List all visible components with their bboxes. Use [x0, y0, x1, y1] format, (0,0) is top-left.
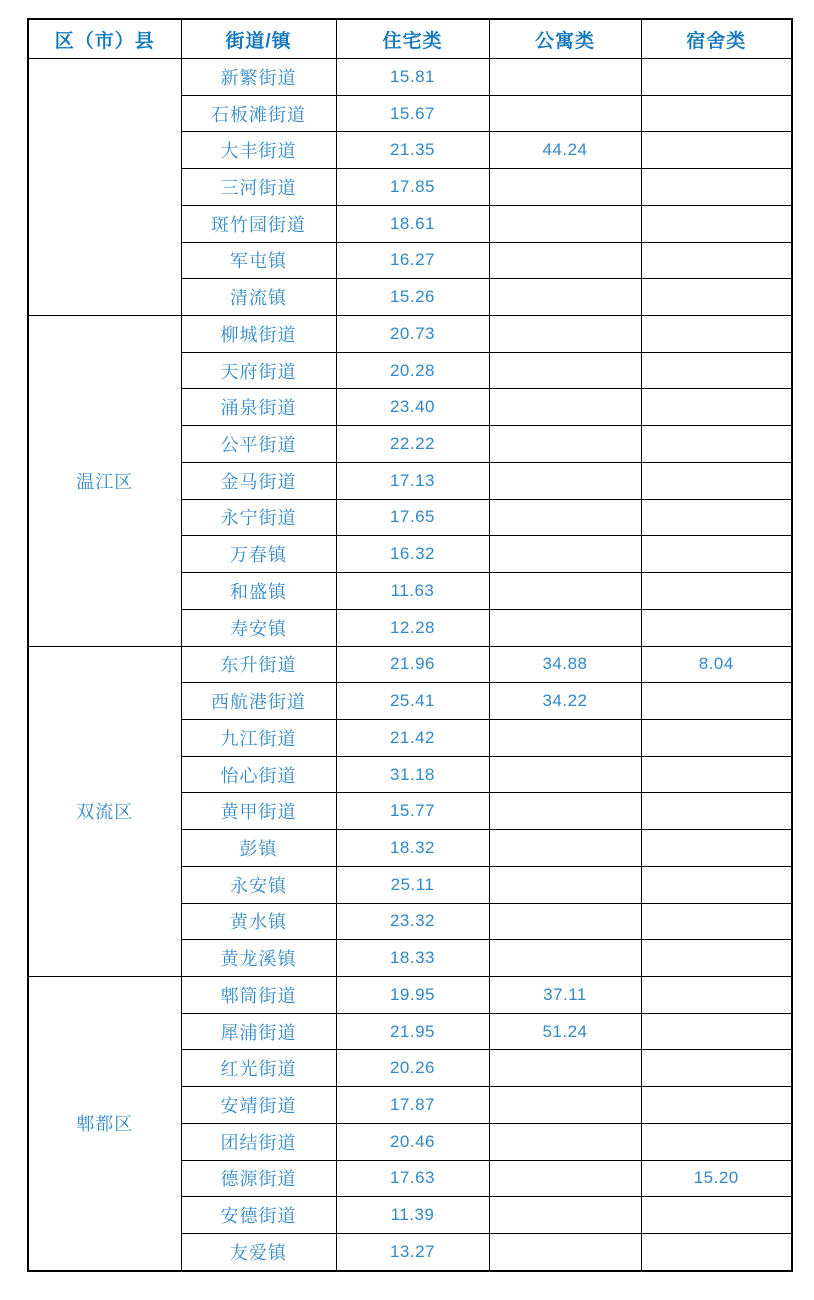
residential-value-cell: 13.27 [336, 1234, 489, 1272]
street-cell: 军屯镇 [181, 242, 336, 279]
street-cell: 金马街道 [181, 462, 336, 499]
street-cell: 涌泉街道 [181, 389, 336, 426]
dormitory-value-cell [641, 976, 792, 1013]
apartment-value-cell [489, 499, 641, 536]
street-cell: 东升街道 [181, 646, 336, 683]
apartment-value-cell [489, 462, 641, 499]
residential-value-cell: 17.87 [336, 1087, 489, 1124]
street-cell: 友爱镇 [181, 1234, 336, 1272]
column-header-apartment: 公寓类 [489, 19, 641, 59]
street-cell: 郫筒街道 [181, 976, 336, 1013]
dormitory-value-cell [641, 756, 792, 793]
residential-value-cell: 20.46 [336, 1123, 489, 1160]
street-cell: 团结街道 [181, 1123, 336, 1160]
column-header-district: 区（市）县 [28, 19, 181, 59]
header-row [28, 19, 792, 59]
dormitory-value-cell [641, 903, 792, 940]
residential-value-cell: 23.32 [336, 903, 489, 940]
district-cell: 郫都区 [28, 976, 181, 1271]
apartment-value-cell [489, 573, 641, 610]
apartment-value-cell [489, 169, 641, 206]
residential-value-cell: 25.41 [336, 683, 489, 720]
residential-value-cell: 21.96 [336, 646, 489, 683]
district-cell [28, 59, 181, 316]
street-cell: 黄甲街道 [181, 793, 336, 830]
price-table [27, 18, 793, 1272]
residential-value-cell: 23.40 [336, 389, 489, 426]
apartment-value-cell [489, 279, 641, 316]
street-cell: 三河街道 [181, 169, 336, 206]
apartment-value-cell [489, 830, 641, 867]
residential-value-cell: 15.81 [336, 59, 489, 96]
apartment-value-cell: 34.88 [489, 646, 641, 683]
residential-value-cell: 18.61 [336, 205, 489, 242]
apartment-value-cell [489, 609, 641, 646]
residential-value-cell: 15.67 [336, 95, 489, 132]
table-row [28, 976, 792, 1013]
street-cell: 万春镇 [181, 536, 336, 573]
apartment-value-cell [489, 352, 641, 389]
dormitory-value-cell [641, 316, 792, 353]
residential-value-cell: 21.95 [336, 1013, 489, 1050]
residential-value-cell: 15.77 [336, 793, 489, 830]
residential-value-cell: 17.85 [336, 169, 489, 206]
street-cell: 犀浦街道 [181, 1013, 336, 1050]
apartment-value-cell [489, 1234, 641, 1272]
street-cell: 黄水镇 [181, 903, 336, 940]
dormitory-value-cell [641, 1197, 792, 1234]
dormitory-value-cell [641, 389, 792, 426]
dormitory-value-cell [641, 59, 792, 96]
street-cell: 西航港街道 [181, 683, 336, 720]
residential-value-cell: 20.73 [336, 316, 489, 353]
apartment-value-cell: 37.11 [489, 976, 641, 1013]
apartment-value-cell [489, 205, 641, 242]
apartment-value-cell [489, 756, 641, 793]
dormitory-value-cell [641, 1050, 792, 1087]
residential-value-cell: 19.95 [336, 976, 489, 1013]
residential-value-cell: 11.63 [336, 573, 489, 610]
dormitory-value-cell [641, 866, 792, 903]
apartment-value-cell [489, 536, 641, 573]
dormitory-value-cell [641, 169, 792, 206]
table-header [28, 19, 792, 59]
dormitory-value-cell [641, 940, 792, 977]
residential-value-cell: 18.32 [336, 830, 489, 867]
street-cell: 柳城街道 [181, 316, 336, 353]
dormitory-value-cell [641, 426, 792, 463]
dormitory-value-cell [641, 132, 792, 169]
residential-value-cell: 31.18 [336, 756, 489, 793]
dormitory-value-cell [641, 279, 792, 316]
apartment-value-cell [489, 1087, 641, 1124]
street-cell: 寿安镇 [181, 609, 336, 646]
apartment-value-cell [489, 1160, 641, 1197]
dormitory-value-cell [641, 683, 792, 720]
street-cell: 清流镇 [181, 279, 336, 316]
street-cell: 和盛镇 [181, 573, 336, 610]
street-cell: 彭镇 [181, 830, 336, 867]
apartment-value-cell [489, 719, 641, 756]
apartment-value-cell [489, 903, 641, 940]
residential-value-cell: 21.42 [336, 719, 489, 756]
street-cell: 天府街道 [181, 352, 336, 389]
apartment-value-cell [489, 1123, 641, 1160]
apartment-value-cell [489, 1197, 641, 1234]
residential-value-cell: 25.11 [336, 866, 489, 903]
residential-value-cell: 12.28 [336, 609, 489, 646]
residential-value-cell: 16.27 [336, 242, 489, 279]
dormitory-value-cell [641, 793, 792, 830]
dormitory-value-cell: 15.20 [641, 1160, 792, 1197]
residential-value-cell: 11.39 [336, 1197, 489, 1234]
district-cell: 双流区 [28, 646, 181, 976]
dormitory-value-cell [641, 242, 792, 279]
dormitory-value-cell [641, 205, 792, 242]
dormitory-value-cell [641, 95, 792, 132]
street-cell: 永宁街道 [181, 499, 336, 536]
residential-value-cell: 20.26 [336, 1050, 489, 1087]
apartment-value-cell [489, 940, 641, 977]
residential-value-cell: 17.63 [336, 1160, 489, 1197]
dormitory-value-cell [641, 1123, 792, 1160]
apartment-value-cell: 51.24 [489, 1013, 641, 1050]
dormitory-value-cell [641, 1087, 792, 1124]
apartment-value-cell [489, 426, 641, 463]
apartment-value-cell [489, 59, 641, 96]
residential-value-cell: 17.13 [336, 462, 489, 499]
apartment-value-cell [489, 95, 641, 132]
apartment-value-cell [489, 1050, 641, 1087]
column-header-residential: 住宅类 [336, 19, 489, 59]
residential-value-cell: 20.28 [336, 352, 489, 389]
residential-value-cell: 22.22 [336, 426, 489, 463]
apartment-value-cell [489, 316, 641, 353]
street-cell: 大丰街道 [181, 132, 336, 169]
column-header-street: 街道/镇 [181, 19, 336, 59]
apartment-value-cell [489, 242, 641, 279]
table-row [28, 59, 792, 96]
dormitory-value-cell [641, 573, 792, 610]
street-cell: 怡心街道 [181, 756, 336, 793]
dormitory-value-cell: 8.04 [641, 646, 792, 683]
street-cell: 德源街道 [181, 1160, 336, 1197]
dormitory-value-cell [641, 1013, 792, 1050]
residential-value-cell: 21.35 [336, 132, 489, 169]
street-cell: 新繁街道 [181, 59, 336, 96]
dormitory-value-cell [641, 719, 792, 756]
dormitory-value-cell [641, 499, 792, 536]
dormitory-value-cell [641, 352, 792, 389]
residential-value-cell: 16.32 [336, 536, 489, 573]
dormitory-value-cell [641, 536, 792, 573]
dormitory-value-cell [641, 1234, 792, 1272]
street-cell: 黄龙溪镇 [181, 940, 336, 977]
district-cell: 温江区 [28, 316, 181, 646]
apartment-value-cell [489, 793, 641, 830]
table-body [28, 59, 792, 1272]
dormitory-value-cell [641, 830, 792, 867]
dormitory-value-cell [641, 462, 792, 499]
street-cell: 斑竹园街道 [181, 205, 336, 242]
street-cell: 公平街道 [181, 426, 336, 463]
residential-value-cell: 17.65 [336, 499, 489, 536]
table-row [28, 646, 792, 683]
residential-value-cell: 15.26 [336, 279, 489, 316]
apartment-value-cell [489, 389, 641, 426]
residential-value-cell: 18.33 [336, 940, 489, 977]
apartment-value-cell [489, 866, 641, 903]
street-cell: 安靖街道 [181, 1087, 336, 1124]
dormitory-value-cell [641, 609, 792, 646]
street-cell: 九江街道 [181, 719, 336, 756]
street-cell: 永安镇 [181, 866, 336, 903]
street-cell: 安德街道 [181, 1197, 336, 1234]
column-header-dormitory: 宿舍类 [641, 19, 792, 59]
street-cell: 红光街道 [181, 1050, 336, 1087]
apartment-value-cell: 34.22 [489, 683, 641, 720]
table-row [28, 316, 792, 353]
apartment-value-cell: 44.24 [489, 132, 641, 169]
street-cell: 石板滩街道 [181, 95, 336, 132]
